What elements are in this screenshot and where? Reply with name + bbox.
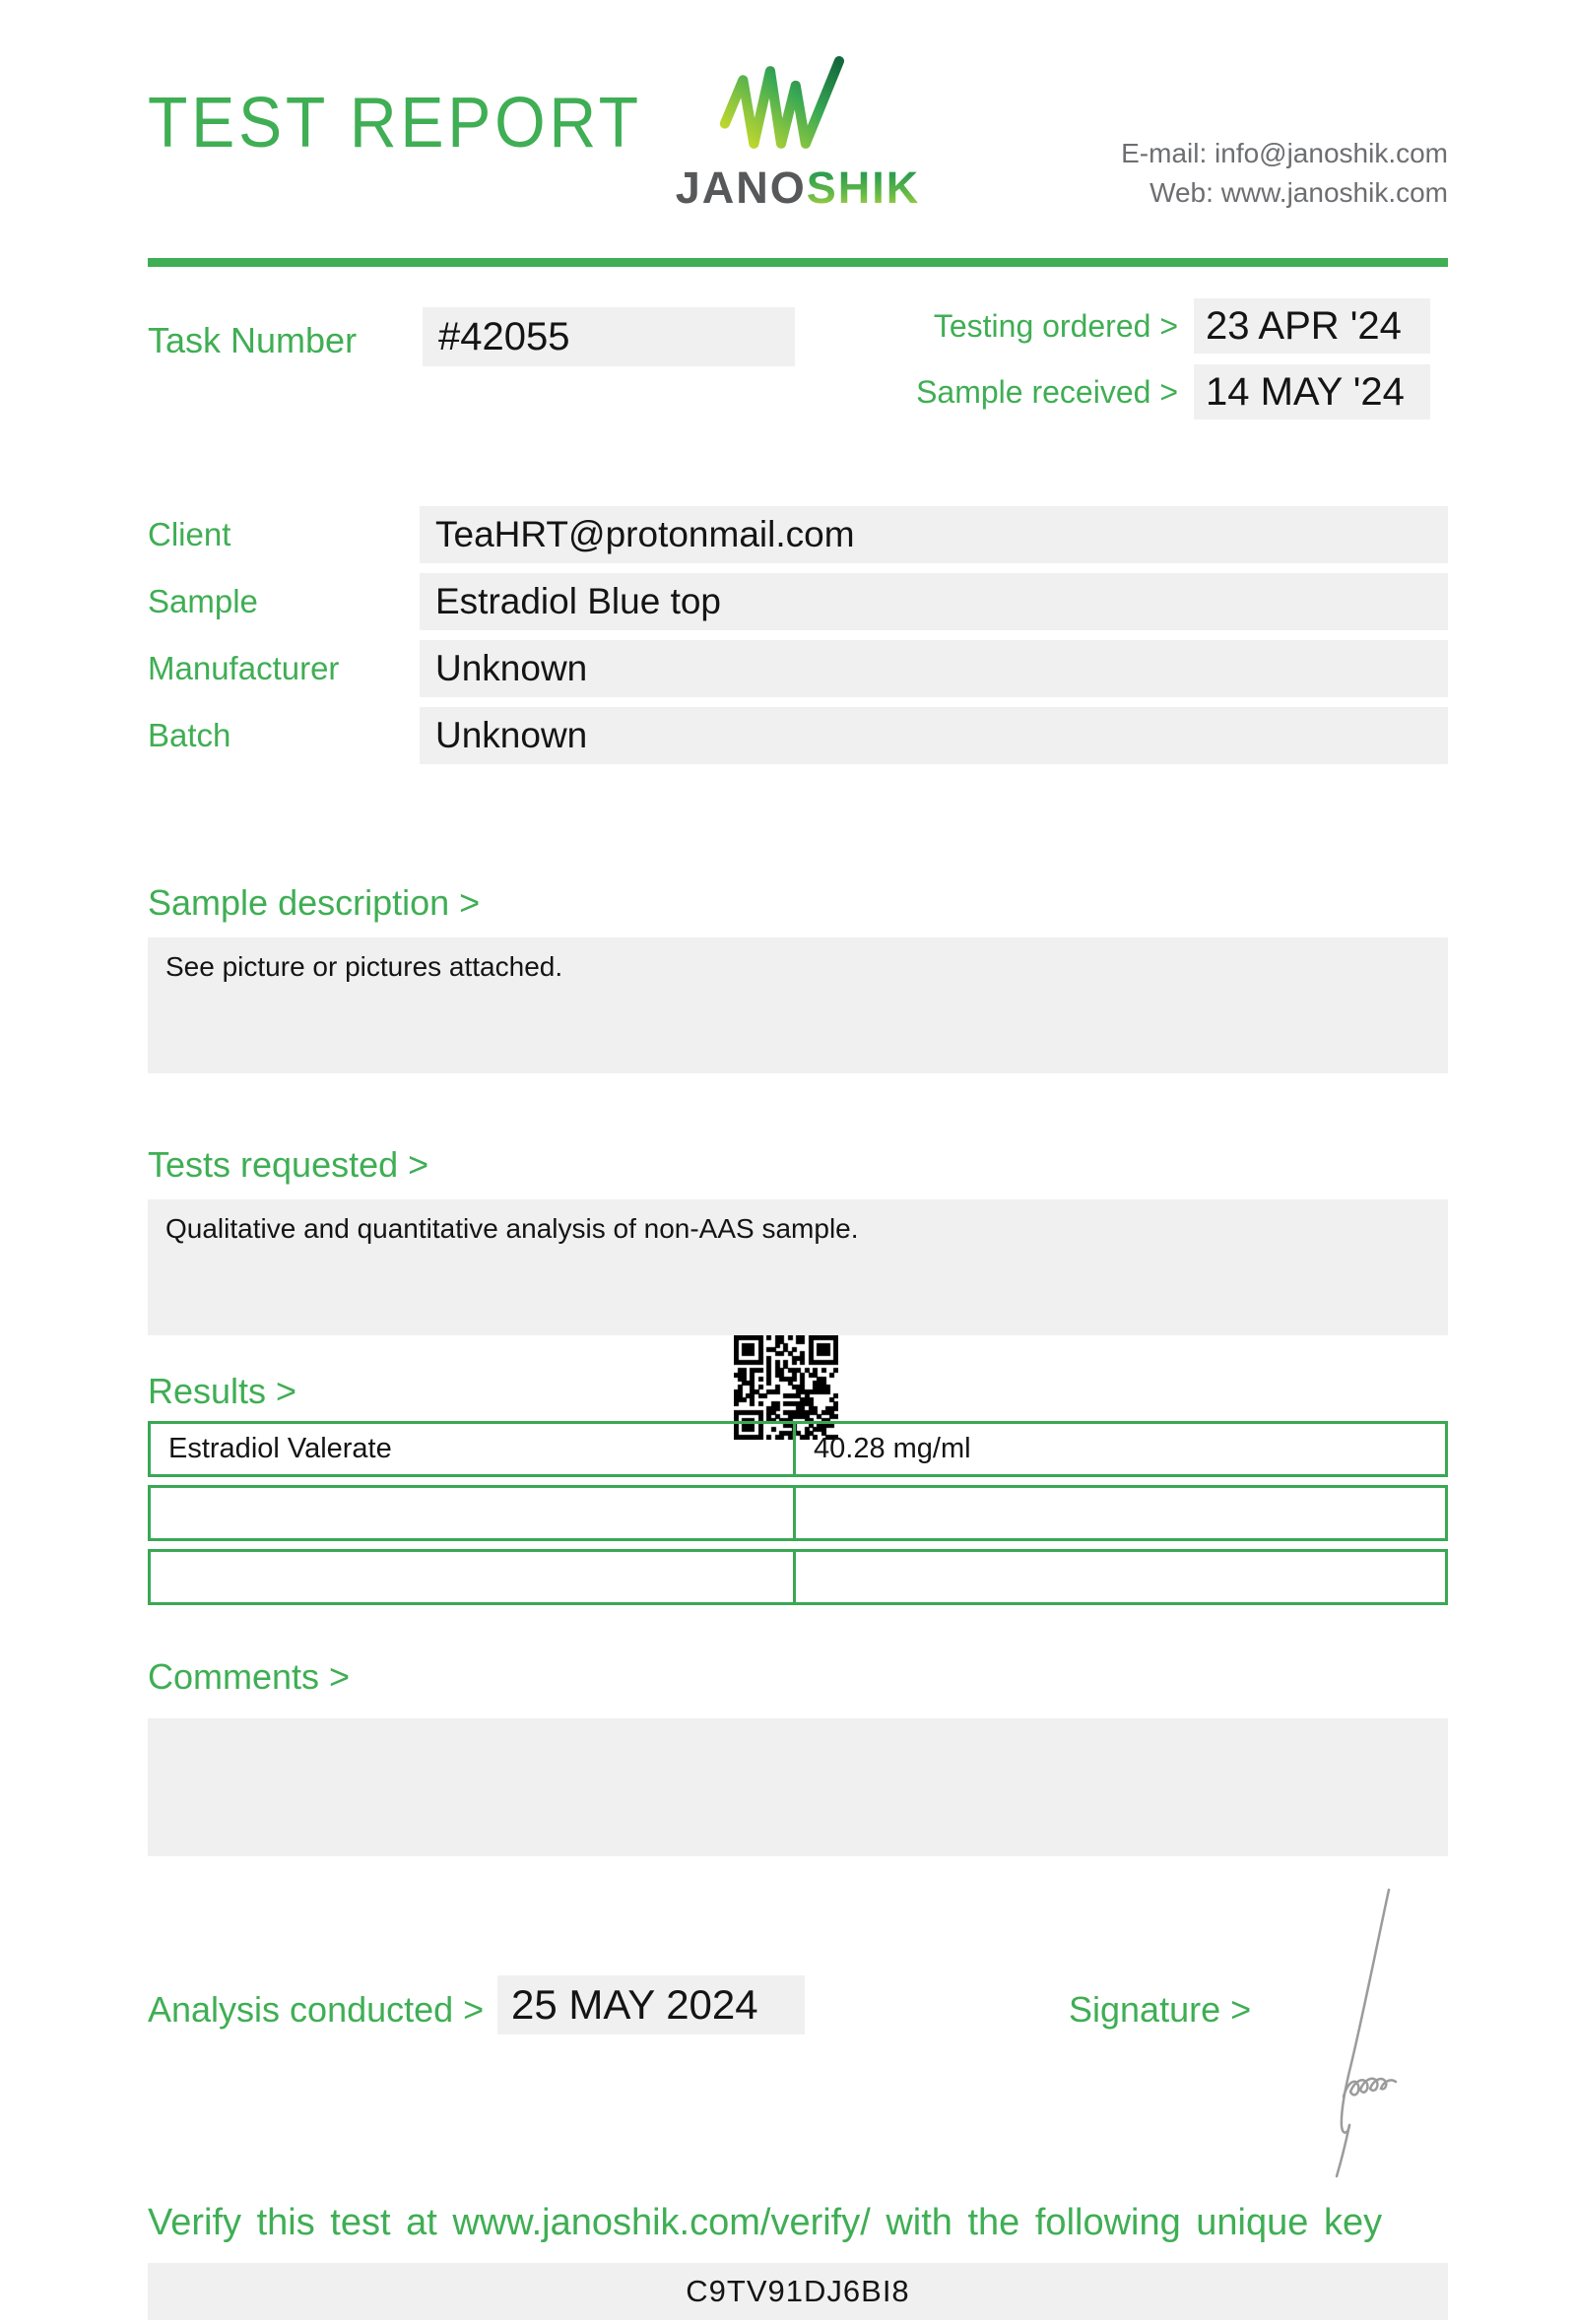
result-value [796,1552,1445,1602]
logo-wordmark [670,162,926,214]
sample-value: Estradiol Blue top [420,573,1448,630]
tests-requested-box: Qualitative and quantitative analysis of non-AAS sample. [148,1199,1448,1335]
signature-image [1280,1886,1428,2181]
result-row-3 [148,1549,1448,1605]
task-number-value: #42055 [423,307,795,366]
field-row-client [148,506,1448,563]
result-substance: Estradiol Valerate [151,1424,796,1474]
sample-received-date: 14 MAY '24 [1194,364,1430,420]
testing-ordered-label: Testing ordered > [933,307,1178,344]
sample-description-heading: Sample description > [148,882,481,923]
testing-ordered-date: 23 APR '24 [1194,298,1430,354]
contact-email: E-mail: info@janoshik.com [1121,138,1448,168]
unique-key-value: C9TV91DJ6BI8 [148,2263,1448,2320]
manufacturer-label: Manufacturer [148,650,340,686]
page-title: TEST REPORT [148,84,642,162]
header-divider [148,258,1448,267]
growth-chart-icon [712,54,885,161]
comments-box [148,1718,1448,1856]
analysis-conducted-date: 25 MAY 2024 [497,1975,805,2034]
signature-label: Signature > [1069,1989,1252,2030]
sample-received-row [916,364,1430,420]
janoshik-logo [670,54,926,214]
contact-info [1121,134,1448,213]
sample-description-box: See picture or pictures attached. [148,937,1448,1073]
sample-label: Sample [148,583,258,619]
field-row-batch [148,707,1448,764]
verify-instruction: Verify this test at www.janoshik.com/verify/ with the following unique key [148,2202,1383,2243]
results-table [148,1421,1448,1613]
contact-web: Web: www.janoshik.com [1149,177,1448,208]
sample-received-label: Sample received > [916,373,1178,410]
logo-text-shik: SHIK [806,162,921,213]
result-substance [151,1488,796,1538]
result-value: 40.28 mg/ml [814,1433,971,1464]
logo-text-jano: JANO [675,162,807,213]
result-row-1 [148,1421,1448,1477]
result-substance [151,1552,796,1602]
result-value [796,1488,1445,1538]
batch-label: Batch [148,717,231,753]
comments-heading: Comments > [148,1656,351,1697]
results-heading: Results > [148,1371,297,1411]
field-row-sample [148,573,1448,630]
batch-value: Unknown [420,707,1448,764]
task-number-label: Task Number [148,320,358,360]
tests-requested-heading: Tests requested > [148,1144,429,1185]
client-value: TeaHRT@protonmail.com [420,506,1448,563]
result-row-2 [148,1485,1448,1541]
testing-ordered-row [934,298,1430,354]
field-row-manufacturer [148,640,1448,697]
analysis-conducted-label: Analysis conducted > [148,1989,485,2030]
manufacturer-value: Unknown [420,640,1448,697]
client-label: Client [148,516,231,552]
